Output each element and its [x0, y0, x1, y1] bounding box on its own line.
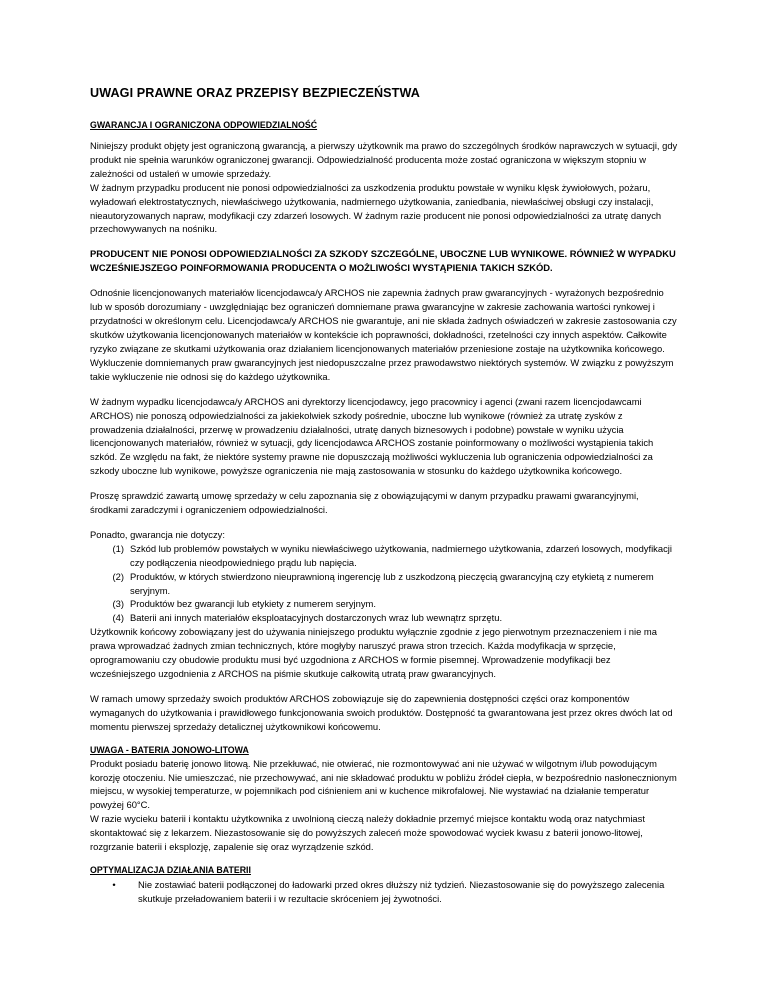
section-heading-battery: UWAGA - BATERIA JONOWO-LITOWA	[90, 744, 249, 755]
paragraph: Produkt posiadu baterię jonowo litową. Nie przekłuwać, nie otwierać, nie rozmontowywać ani nie używać w wilgotnym i/lub powodującym korozję otoczeniu. Nie umieszczać, nie przechowywać, ani nie składować produktu w pobliżu źródeł ciepła, w bezpośrednio nasłonecznionym miejscu, w wysokiej temperaturze, w pojemnikach pod ciśnieniem ani w kuchence mikrofalowej. Nie wystawiać na działanie temperatur powyżej 60°C.	[90, 757, 677, 811]
list-item-number: (4)	[112, 612, 124, 624]
paragraph: Odnośnie licencjonowanych materiałów licencjodawca/y ARCHOS nie zapewnia żadnych praw gwarancyjnych - wyrażonych bezpośrednio lub w sposób dorozumiany - uwzględniając bez ograniczeń domniemane prawa gwarancyjne w zakresie zachowania wartości rynkowej i przydatności w określonym celu. Licencjodawca/y ARCHOS nie gwarantuje, ani nie składa żadnych oświadczeń w zakresie zastosowania czy skutków użytkowania licencjonowanych materiałów w kontekście ich poprawności, dokładności, rzetelności czy innych aspektów. Całkowite ryzyko związane ze skutkami użytkowania oraz działaniem licencjonowanych materiałów przeniesione zostaje na użytkownika końcowego. Wykluczenie domniemanych praw gwarancyjnych jest niedopuszczalne przez prawodawstwo niektórych systemów. W związku z powyższym takie wykluczenie nie odnosi się do każdego użytkownika.	[90, 287, 677, 382]
paragraph: Proszę sprawdzić zawartą umowę sprzedaży w celu zapoznania się z obowiązującymi w danym przypadku prawami gwarancyjnymi, środkami zaradczymi i ograniczeniem odpowiedzialności.	[90, 490, 639, 516]
paragraph: Użytkownik końcowy zobowiązany jest do używania niniejszego produktu wyłącznie zgodnie z jego pierwotnym przeznaczeniem i nie ma prawa wprowadzać żadnych zmian technicznych, które mogłyby naruszyć prawa stron trzecich. Każda modyfikacja w sprzęcie, oprogramowaniu czy obudowie produktu musi być uzgodniona z ARCHOS w formie pisemnej. Wprowadzenie modyfikacji bez wcześniejszego uzgodnienia z ARCHOS na piśmie skutkuje całkowitą utratą praw gwarancyjnych.	[90, 626, 657, 679]
document-title: UWAGI PRAWNE ORAZ PRZEPISY BEZPIECZEŃSTWA	[90, 86, 420, 100]
paragraph: Ponadto, gwarancja nie dotyczy:	[90, 528, 225, 540]
paragraph: W razie wycieku baterii i kontaktu użytkownika z uwolnioną cieczą należy dokładnie przemyć miejsce kontaktu wodą oraz natychmiast skontaktować się z lekarzem. Niezastosowanie się do powyższych zaleceń może spowodować wyciek kwasu z baterii jonowo-litowej, rozgrzanie baterii i eksplozję, zapalenie się oraz wyrządzenie szkód.	[90, 813, 645, 853]
list-item	[90, 597, 678, 611]
list-item-text: Szkód lub problemów powstałych w wyniku niewłaściwego użytkowania, nadmiernego użytkowania, zdarzeń losowych, modyfikacji czy podłączenia nieodpowiedniego prądu lub napięcia.	[130, 542, 672, 568]
list-item	[90, 542, 678, 570]
list-item-text: Produktów bez gwarancji lub etykiety z numerem seryjnym.	[130, 598, 376, 610]
paragraph: W ramach umowy sprzedaży swoich produktów ARCHOS zobowiązuje się do zapewnienia dostępności części oraz komponentów wymaganych do użytkowania i prawidłowego funkcjonowania swoich produktów. Dostępność ta gwarantowana jest przez okres dwóch lat od momentu pierwszej sprzedaży detalicznej użytkownikowi końcowemu.	[90, 692, 673, 732]
list-item-text: Produktów, w których stwierdzono nieuprawnioną ingerencję lub z uszkodzoną pieczęcią gwarancyjną czy etykietą z numerem seryjnym.	[130, 570, 654, 596]
list-item-text: Nie zostawiać baterii podłączonej do ładowarki przed okres dłuższy niż tydzień. Niezastosowanie się do powyższego zalecenia skutkuje przeładowaniem baterii i w rezultacie skróceniem jej żywotności.	[138, 878, 665, 904]
section-heading-warranty: GWARANCJA I OGRANICZONA ODPOWIEDZIALNOŚĆ	[90, 120, 318, 130]
list-item-text: Baterii ani innych materiałów eksploatacyjnych dostarczonych wraz lub wewnątrz sprzętu.	[130, 612, 503, 624]
list-item-number: (2)	[112, 570, 124, 582]
optimization-list	[90, 878, 678, 906]
list-item	[90, 878, 678, 906]
list-item-number: (1)	[112, 542, 124, 554]
paragraph: Niniejszy produkt objęty jest ograniczoną gwarancją, a pierwszy użytkownik ma prawo do szczególnych środków naprawczych w sytuacji, gdy produkt nie spełnia warunków ograniczonej gwarancji. Odpowiedzialność producenta może zostać ograniczona w większym stopniu w zależności od ustaleń w umowie sprzedaży.	[90, 140, 678, 179]
exclusions-list	[90, 542, 678, 625]
paragraph: W żadnym przypadku producent nie ponosi odpowiedzialności za uszkodzenia produktu powstałe w wyniku klęsk żywiołowych, pożaru, wyładowań elektrostatycznych, niewłaściwego użytkowania, nadmiernego użytkowania, zaniedbania, niewłaściwej obsługi czy instalacji, nieautoryzowanych napraw, modyfikacji czy zdarzeń losowych. W żadnym razie producent nie ponosi odpowiedzialności za utratę danych przechowywanych na nośniku.	[90, 181, 662, 235]
section-heading-optimization: OPTYMALIZACJA DZIAŁANIA BATERII	[90, 864, 251, 875]
section-heading-liability: PRODUCENT NIE PONOSI ODPOWIEDZIALNOŚCI ZA SZKODY SZCZEGÓLNE, UBOCZNE LUB WYNIKOWE. RÓWNIEŻ W WYPADKU WCZEŚNIEJSZEGO POINFORMOWANIA PRODUCENTA O MOŻLIWOŚCI WYSTĄPIENIA TAKICH SZKÓD.	[90, 248, 676, 274]
list-item	[90, 570, 678, 598]
paragraph: W żadnym wypadku licencjodawca/y ARCHOS ani dyrektorzy licencjodawcy, jego pracownicy i agenci (zwani razem licencjodawcami ARCHOS) nie ponoszą odpowiedzialności za jakiekolwiek szkody pośrednie, uboczne lub wynikowe (również za utratę zysków z prowadzenia działalności, przerwę w prowadzeniu działalności, utratę danych biznesowych i podobne) powstałe w wyniku użycia licencjonowanych materiałów, również w sytuacji, gdy licencjodawca ARCHOS zostanie poinformowany o możliwości wystąpienia takich szkód. Ze względu na fakt, że niektóre systemy prawne nie dopuszczają możliwości wykluczenia lub ograniczenia odpowiedzialności za szkody uboczne lub wynikowe, powyższe ograniczenia nie mają zastosowania w stosunku do każdego użytkownika końcowego.	[90, 395, 654, 477]
bullet-icon: •	[112, 878, 116, 890]
list-item-number: (3)	[112, 598, 124, 610]
list-item	[90, 611, 678, 625]
